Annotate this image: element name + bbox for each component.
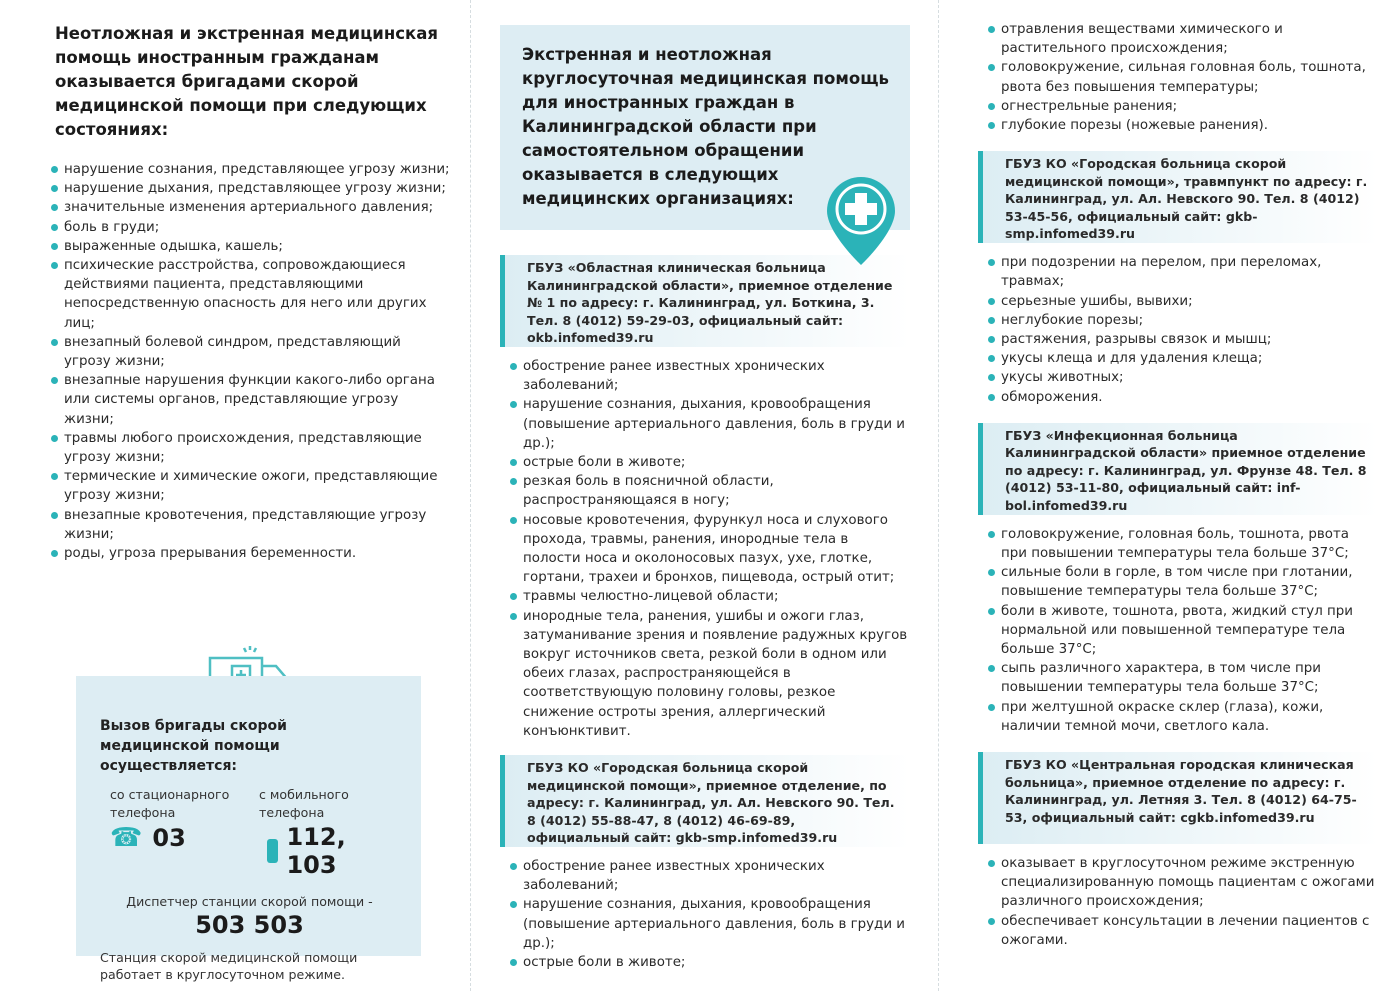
column-1 — [55, 22, 450, 563]
list-item: нарушение сознания, дыхания, кровообращения (повышение артериального давления, боль в груди и др.); — [510, 395, 910, 453]
list-item: роды, угроза прерывания беременности. — [51, 544, 450, 563]
list-item: огнестрельные ранения; — [988, 97, 1378, 116]
list-item: неглубокие порезы; — [988, 311, 1378, 330]
list-item: боль в груди; — [51, 218, 450, 237]
list-item: термические и химические ожоги, представляющие угрозу жизни; — [51, 467, 450, 505]
list-item: выраженные одышка, кашель; — [51, 237, 450, 256]
list-item: острые боли в животе; — [510, 453, 910, 472]
org4-list — [988, 525, 1378, 736]
list-item: при подозрении на перелом, при переломах, травмах; — [988, 253, 1378, 291]
list-item: острые боли в животе; — [510, 953, 910, 972]
list-item: обморожения. — [988, 388, 1378, 407]
list-item: носовые кровотечения, фурункул носа и слухового прохода, травмы, ранения, инородные тела в полости носа и околоносовых пазух, ухе, глотке, гортани, трахеи и бронхов, пищевода, острый отит; — [510, 511, 910, 588]
list-item: сыпь различного характера, в том числе при повышении температуры тела больше 37°С; — [988, 659, 1378, 697]
org5-list — [988, 854, 1378, 950]
list-item: обострение ранее известных хронических заболеваний; — [510, 357, 910, 395]
list-item: внезапный болевой синдром, представляющий угрозу жизни; — [51, 333, 450, 371]
list-item: нарушение сознания, дыхания, кровообращения (повышение артериального давления, боль в груди и др.); — [510, 895, 910, 953]
list-item: растяжения, разрывы связок и мышц; — [988, 330, 1378, 349]
station-note: Станция скорой медицинской помощи работает в круглосуточном режиме. — [100, 949, 358, 982]
ambulance-call-box — [76, 676, 421, 982]
mobile-phone-icon — [267, 839, 278, 863]
list-item: укусы клеща и для удаления клеща; — [988, 349, 1378, 368]
list-item: обеспечивает консультации в лечении пациентов с ожогами. — [988, 912, 1378, 950]
telephone-icon: ☎ — [110, 823, 143, 853]
org-card-trauma: ГБУЗ КО «Городская больница скорой медицинской помощи», травмпункт по адресу: г. Калининград, ул. Ал. Невского 90. Тел. 8 (4012) 53-45-56, официальный сайт: gkb-smp.infomed39.ru — [978, 151, 1378, 243]
dispatcher-number[interactable]: 503 503 — [195, 910, 304, 939]
landline-number[interactable]: 03 — [152, 824, 186, 852]
column-1-title: Неотложная и экстренная медицинская помощь иностранным гражданам оказывается бригадами скорой медицинской помощи при следующих состояниях: — [55, 24, 438, 139]
list-item: при желтушной окраске склер (глаза), кожи, наличии темной мочи, светлого кала. — [988, 698, 1378, 736]
column-2 — [500, 25, 910, 972]
list-item: травмы челюстно-лицевой области; — [510, 587, 910, 606]
list-item: головокружение, сильная головная боль, тошнота, рвота без повышения температуры; — [988, 58, 1378, 96]
org-card-gkb-smp: ГБУЗ КО «Городская больница скорой медицинской помощи», приемное отделение, по адресу: г. Калининград, ул. Ал. Невского 90. Тел. 8 (4012) 55-88-47, 8 (4012) 46-69-89, официальный сайт: gkb-smp.infomed39.ru — [500, 755, 910, 847]
mobile-label: с мобильного телефона — [258, 787, 349, 820]
list-item: психические расстройства, сопровождающиеся действиями пациента, представляющими непосредственную опасность для него или других лиц; — [51, 256, 450, 333]
column-3 — [978, 20, 1378, 950]
conditions-list — [51, 160, 450, 563]
list-item: укусы животных; — [988, 368, 1378, 387]
continued-list — [988, 20, 1378, 135]
column-divider — [938, 0, 939, 991]
list-item: глубокие порезы (ножевые ранения). — [988, 116, 1378, 135]
list-item: нарушение сознания, представляющее угрозу жизни; — [51, 160, 450, 179]
column-2-title: Экстренная и неотложная круглосуточная медицинская помощь для иностранных граждан в Калининградской области при самостоятельном обращении оказывается в следующих медицинских организациях: — [522, 45, 889, 208]
list-item: инородные тела, ранения, ушибы и ожоги глаз, затуманивание зрения и появление радужных кругов вокруг источников света, резкой боли в одном или обеих глазах, распространяющейся в соответствующую половину головы, резкое снижение остроты зрения, аллергический конъюнктивит. — [510, 607, 910, 741]
list-item: обострение ранее известных хронических заболеваний; — [510, 857, 910, 895]
org-card-cgkb: ГБУЗ КО «Центральная городская клиническая больница», приемное отделение по адресу: г. Калининград, ул. Летняя 3. Тел. 8 (4012) 64-75-53, официальный сайт: cgkb.infomed39.ru — [978, 752, 1378, 844]
column-divider — [470, 0, 471, 991]
mobile-number[interactable]: 112, 103 — [286, 823, 346, 879]
list-item: внезапные нарушения функции какого-либо органа или системы органов, представляющие угрозу жизни; — [51, 371, 450, 429]
list-item: отравления веществами химического и растительного происхождения; — [988, 20, 1378, 58]
list-item: сильные боли в горле, в том числе при глотании, повышение температуры тела больше 37°С; — [988, 563, 1378, 601]
landline-label: со стационарного телефона — [110, 787, 230, 820]
org-card-infection: ГБУЗ «Инфекционная больница Калининградской области» приемное отделение по адресу: г. Калининград, ул. Фрунзе 48. Тел. 8 (4012) 53-11-80, официальный сайт: inf-bol.infomed39.ru — [978, 423, 1378, 515]
list-item: травмы любого происхождения, представляющие угрозу жизни; — [51, 429, 450, 467]
list-item: серьезные ушибы, вывихи; — [988, 292, 1378, 311]
org1-list — [510, 357, 910, 741]
list-item: резкая боль в поясничной области, распространяющаяся в ногу; — [510, 472, 910, 510]
list-item: внезапные кровотечения, представляющие угрозу жизни; — [51, 506, 450, 544]
org3-list — [988, 253, 1378, 407]
org-card-okb: ГБУЗ «Областная клиническая больница Калининградской области», приемное отделение № 1 по адресу: г. Калининград, ул. Боткина, 3. Тел. 8 (4012) 59-29-03, официальный сайт: okb.infomed39.ru — [500, 255, 910, 347]
map-pin-medical-icon — [825, 175, 897, 267]
list-item: боли в животе, тошнота, рвота, жидкий стул при нормальной или повышенной температуре тела больше 37°С; — [988, 602, 1378, 660]
call-title: Вызов бригады скорой медицинской помощи осуществляется: — [100, 718, 287, 774]
dispatcher-label: Диспетчер станции скорой помощи - — [126, 894, 373, 909]
list-item: значительные изменения артериального давления; — [51, 198, 450, 217]
list-item: оказывает в круглосуточном режиме экстренную специализированную помощь пациентам с ожогами различного происхождения; — [988, 854, 1378, 912]
list-item: головокружение, головная боль, тошнота, рвота при повышении температуры тела больше 37°С; — [988, 525, 1378, 563]
org2-list — [510, 857, 910, 972]
list-item: нарушение дыхания, представляющее угрозу жизни; — [51, 179, 450, 198]
